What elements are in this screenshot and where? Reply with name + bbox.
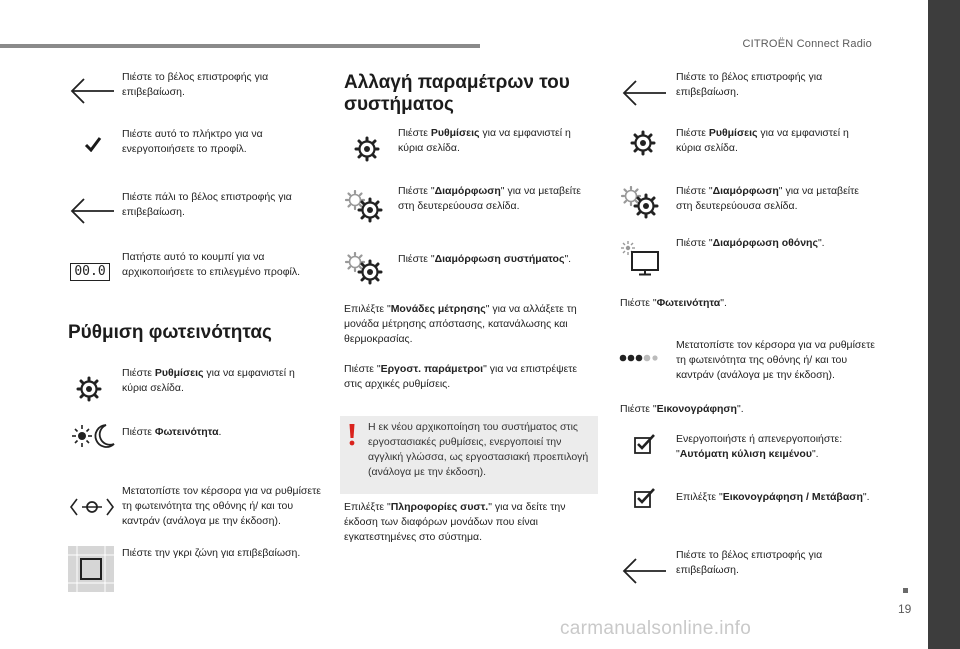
brightness-section-title: Ρύθμιση φωτεινότητας — [68, 322, 272, 343]
right-item-1-text: Πιέστε το βέλος επιστροφής για επιβεβαίωση. — [676, 71, 823, 98]
middle-item-2-text: Πιέστε "Διαμόρφωση" για να μεταβείτε στη δευτερεύουσα σελίδα. — [398, 185, 581, 212]
left-item-4-text: Πατήστε αυτό το κουμπί για να αρχικοποιήσετε το επιλεγμένο προφίλ. — [122, 251, 301, 278]
left-section-item-1-text: Πιέστε Ρυθμίσεις για να εμφανιστεί η κύρια σελίδα. — [122, 367, 295, 394]
arrow-left-icon — [620, 78, 668, 108]
gear-icon — [76, 376, 102, 402]
checkmark-icon — [84, 136, 102, 152]
double-gear-icon — [620, 186, 660, 220]
left-item-1-text: Πιέστε το βέλος επιστροφής για επιβεβαίωση. — [122, 71, 269, 98]
gear-icon — [630, 130, 656, 156]
checkbox-icon — [634, 434, 656, 454]
right-item-3-text: Πιέστε "Διαμόρφωση" για να μεταβείτε στη δευτερεύουσα σελίδα. — [676, 185, 859, 212]
right-item-2-text: Πιέστε Ρυθμίσεις για να εμφανιστεί η κύρια σελίδα. — [676, 127, 849, 154]
warning-mark-icon — [348, 424, 356, 446]
right-para-2: Πιέστε "Εικονογράφηση". — [620, 403, 744, 415]
left-section-item-2-text: Πιέστε Φωτεινότητα. — [122, 426, 222, 438]
info-note-text: Η εκ νέου αρχικοποίηση του συστήματος στις εργοστασιακές ρυθμίσεις, ενεργοποιεί την αγγλική γλώσσα, ως εργοστασιακή προεπιλογή (ανάλογα με την έκδοση). — [368, 421, 589, 478]
page-edge-strip — [928, 0, 960, 649]
system-params-title-line1: Αλλαγή παραμέτρων του — [344, 72, 570, 93]
left-item-2-text: Πιέστε αυτό το πλήκτρο για να ενεργοποιήσετε το προφίλ. — [122, 128, 263, 155]
arrow-left-icon — [620, 556, 668, 586]
right-item-4-text: Πιέστε "Διαμόρφωση οθόνης". — [676, 237, 825, 249]
page-header: CITROËN Connect Radio — [742, 38, 872, 50]
arrow-left-icon — [68, 76, 116, 106]
double-gear-icon — [344, 252, 384, 286]
left-item-3-text: Πιέστε πάλι το βέλος επιστροφής για επιβεβαίωση. — [122, 191, 292, 218]
arrow-left-icon — [68, 196, 116, 226]
right-para-1: Πιέστε "Φωτεινότητα". — [620, 297, 727, 309]
top-rule — [0, 44, 480, 48]
middle-para-2: Πιέστε "Εργοστ. παράμετροι" για να επιστρέψετε στις αρχικές ρυθμίσεις. — [344, 363, 578, 390]
reset-button-icon: 00.0 — [70, 263, 110, 281]
right-items2-3-text: Πιέστε το βέλος επιστροφής για επιβεβαίωση. — [676, 549, 823, 576]
page-marker — [903, 588, 908, 593]
middle-para-3: Επιλέξτε "Πληροφορίες συστ." για να δείτε την έκδοση των διαφόρων μονάδων που είναι εγκατεστημένες στο σύστημα. — [344, 501, 566, 543]
right-items2-1-text: Ενεργοποιήστε ή απενεργοποιήστε: "Αυτόματη κύλιση κειμένου". — [676, 433, 843, 460]
dots-slider-icon — [618, 352, 658, 364]
right-items2-2-text: Επιλέξτε "Εικονογράφηση / Μετάβαση". — [676, 491, 870, 503]
brightness-icon — [70, 422, 116, 450]
gear-icon — [354, 136, 380, 162]
middle-item-3-text: Πιέστε "Διαμόρφωση συστήματος". — [398, 253, 572, 265]
system-params-title — [344, 72, 604, 116]
watermark: carmanualsonline.info — [560, 618, 752, 639]
grid-zone-icon — [68, 546, 114, 592]
middle-item-1-text: Πιέστε Ρυθμίσεις για να εμφανιστεί η κύρια σελίδα. — [398, 127, 571, 154]
info-note — [340, 416, 598, 494]
screen-brightness-icon — [620, 240, 662, 276]
left-section-item-3-text: Μετατοπίστε τον κέρσορα για να ρυθμίσετε τη φωτεινότητα της οθόνης ή/ και του καντράν (ανάλογα με την έκδοση). — [122, 485, 321, 527]
checkbox-icon — [634, 488, 656, 508]
middle-para-1: Επιλέξτε "Μονάδες μέτρησης" για να αλλάξετε τη μονάδα μέτρησης απόστασης, κατανάλωσης και θερμοκρασίας. — [344, 303, 577, 345]
slider-icon — [68, 494, 116, 520]
right-item-slider-text: Μετατοπίστε τον κέρσορα για να ρυθμίσετε τη φωτεινότητα της οθόνης ή/ και του καντράν (ανάλογα με την έκδοση). — [676, 339, 875, 381]
left-section-item-4-text: Πιέστε την γκρι ζώνη για επιβεβαίωση. — [122, 547, 301, 559]
system-params-title-line2: συστήματος — [344, 94, 454, 115]
page-number: 19 — [898, 602, 912, 616]
double-gear-icon — [344, 190, 384, 224]
